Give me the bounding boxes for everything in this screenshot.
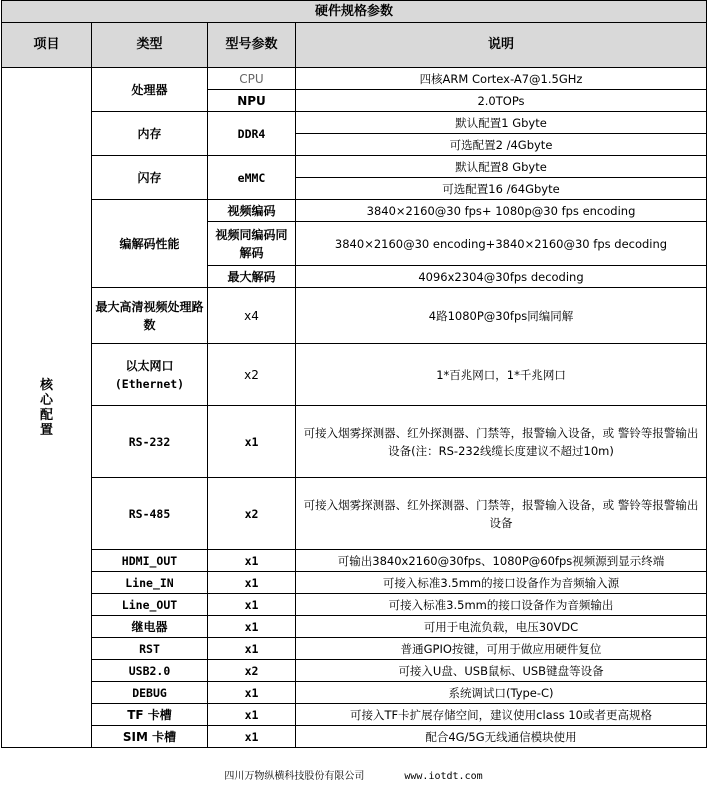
- param-relay: x1: [208, 616, 296, 638]
- type-rs232: RS-232: [92, 406, 208, 478]
- header-item: 项目: [2, 23, 92, 68]
- desc-line-in: 可接入标准3.5mm的接口设备作为音频输入源: [296, 572, 707, 594]
- type-line-in: Line_IN: [92, 572, 208, 594]
- page-footer: [0, 767, 707, 782]
- param-max-hd-channels: x4: [208, 288, 296, 344]
- param-tf-slot: x1: [208, 704, 296, 726]
- desc-rs232: 可接入烟雾探测器、红外探测器、门禁等，报警输入设备，或 警铃等报警输出设备(注：RS-232线缆长度建议不超过10m): [296, 406, 707, 478]
- desc-debug: 系统调试口(Type-C): [296, 682, 707, 704]
- footer-website[interactable]: www.iotdt.com: [404, 771, 483, 782]
- type-ethernet-label: 以太网口: [125, 358, 174, 373]
- desc-flash-optional: 可选配置16 /64Gbyte: [296, 178, 707, 200]
- type-ethernet-en: (Ethernet): [114, 376, 185, 391]
- desc-video-encode-decode: 3840×2160@30 encoding+3840×2160@30 fps decoding: [296, 222, 707, 266]
- param-ddr4: DDR4: [208, 112, 296, 156]
- type-codec: 编解码性能: [92, 200, 208, 288]
- type-processor: 处理器: [92, 68, 208, 112]
- type-line-out: Line_OUT: [92, 594, 208, 616]
- desc-hdmi-out: 可输出3840x2160@30fps、1080P@60fps视频源到显示终端: [296, 550, 707, 572]
- desc-relay: 可用于电流负载，电压30VDC: [296, 616, 707, 638]
- param-debug: x1: [208, 682, 296, 704]
- header-description: 说明: [296, 23, 707, 68]
- desc-line-out: 可接入标准3.5mm的接口设备作为音频输出: [296, 594, 707, 616]
- type-tf-slot: TF 卡槽: [92, 704, 208, 726]
- desc-npu: 2.0TOPs: [296, 90, 707, 112]
- type-rst: RST: [92, 638, 208, 660]
- param-usb: x2: [208, 660, 296, 682]
- param-rs485: x2: [208, 478, 296, 550]
- desc-ethernet: 1*百兆网口，1*千兆网口: [296, 344, 707, 406]
- param-video-encode-decode: 视频同编码同解码: [208, 222, 296, 266]
- desc-rs485: 可接入烟雾探测器、红外探测器、门禁等，报警输入设备，或 警铃等报警输出设备: [296, 478, 707, 550]
- param-ethernet: x2: [208, 344, 296, 406]
- desc-memory-default: 默认配置1 Gbyte: [296, 112, 707, 134]
- desc-rst: 普通GPIO按键，可用于做应用硬件复位: [296, 638, 707, 660]
- section-cell: [2, 68, 92, 748]
- type-ethernet: [92, 344, 208, 406]
- type-max-hd-channels: 最大高清视频处理路数: [92, 288, 208, 344]
- desc-max-hd-channels: 4路1080P@30fps同编同解: [296, 288, 707, 344]
- section-label: 核心配置: [39, 377, 53, 438]
- param-max-decode: 最大解码: [208, 266, 296, 288]
- type-hdmi-out: HDMI_OUT: [92, 550, 208, 572]
- param-rst: x1: [208, 638, 296, 660]
- type-rs485: RS-485: [92, 478, 208, 550]
- desc-max-decode: 4096x2304@30fps decoding: [296, 266, 707, 288]
- type-usb: USB2.0: [92, 660, 208, 682]
- type-relay: 继电器: [92, 616, 208, 638]
- type-memory: 内存: [92, 112, 208, 156]
- param-hdmi-out: x1: [208, 550, 296, 572]
- desc-memory-optional: 可选配置2 /4Gbyte: [296, 134, 707, 156]
- hardware-spec-table: [1, 0, 707, 748]
- desc-tf-slot: 可接入TF卡扩展存储空间，建议使用class 10或者更高规格: [296, 704, 707, 726]
- table-title: 硬件规格参数: [2, 1, 707, 23]
- param-video-encode: 视频编码: [208, 200, 296, 222]
- param-sim-slot: x1: [208, 726, 296, 748]
- desc-usb: 可接入U盘、USB鼠标、USB键盘等设备: [296, 660, 707, 682]
- desc-video-encode: 3840×2160@30 fps+ 1080p@30 fps encoding: [296, 200, 707, 222]
- param-npu: NPU: [208, 90, 296, 112]
- type-sim-slot: SIM 卡槽: [92, 726, 208, 748]
- param-emmc: eMMC: [208, 156, 296, 200]
- desc-cpu: 四核ARM Cortex-A7@1.5GHz: [296, 68, 707, 90]
- param-cpu: CPU: [208, 68, 296, 90]
- header-model-param: 型号参数: [208, 23, 296, 68]
- param-line-in: x1: [208, 572, 296, 594]
- param-line-out: x1: [208, 594, 296, 616]
- desc-sim-slot: 配合4G/5G无线通信模块使用: [296, 726, 707, 748]
- type-debug: DEBUG: [92, 682, 208, 704]
- desc-flash-default: 默认配置8 Gbyte: [296, 156, 707, 178]
- header-type: 类型: [92, 23, 208, 68]
- footer-company: 四川万物纵横科技股份有限公司: [224, 771, 365, 782]
- param-rs232: x1: [208, 406, 296, 478]
- type-flash: 闪存: [92, 156, 208, 200]
